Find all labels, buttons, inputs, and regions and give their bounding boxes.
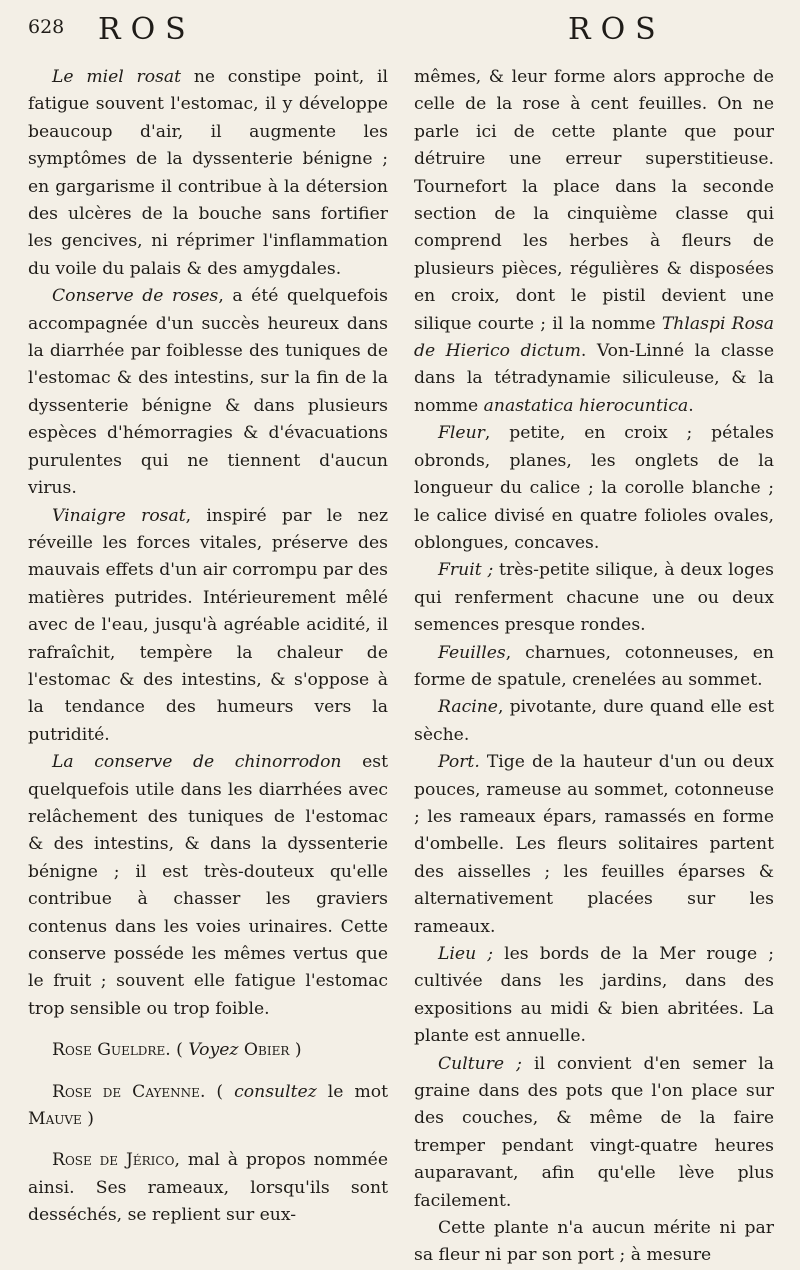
paragraph-fleur: Fleur, petite, en croix ; pétales obronds, planes, les onglets de la longueur du calice ; la corolle blanche ; le calice divisé en quatre folioles ovales, oblongues, concaves. — [414, 423, 774, 553]
paragraph-vinaigre-rosat: Vinaigre rosat, inspiré par le nez réveille les forces vitales, préserve des mauvais effets d'un air corrompu par des matières putrides. Intérieurement mêlé avec de l'eau, jusqu'à agréable acidité, il rafraîchit, tempère la chaleur de l'estomac & des intestins, & s'oppose à la tendance des humeurs vers la putridité. — [28, 505, 389, 745]
left-column — [28, 64, 388, 1230]
term: Vinaigre rosat — [52, 505, 186, 526]
paragraph-fruit: Fruit ; très-petite silique, à deux loges qui renferment chacune une ou deux semences presque rondes. — [414, 560, 774, 636]
botanical-name: anastatica hierocuntica — [483, 395, 689, 416]
entry-headword: Rose Gueldre. — [52, 1040, 171, 1061]
entry-rose-cayenne: Rose de Cayenne. ( consultez le mot Mauve ) — [28, 1081, 389, 1130]
botanical-name: Thlaspi Rosa de Hierico dictum — [414, 313, 775, 362]
right-column — [414, 64, 774, 1270]
paragraph-port: Port. Tige de la hauteur d'un ou deux pouces, rameuse au sommet, cotonneuse ; les rameaux épars, ramassés en forme d'ombelle. Les fleurs solitaires partent des aisselles ; les feuilles éparses & alternativement placées sur les rameaux. — [414, 752, 774, 937]
paragraph-feuilles: Feuilles, charnues, cotonneuses, en forme de spatule, crenelées au sommet. — [414, 642, 774, 690]
paragraph-racine: Racine, pivotante, dure quand elle est sèche. — [414, 697, 774, 745]
term: Racine — [438, 697, 498, 718]
page-header — [28, 8, 772, 58]
entry-headword: Rose de Cayenne. — [52, 1081, 206, 1102]
term: Conserve de roses — [52, 286, 219, 307]
running-head-right: ROS — [568, 12, 666, 47]
term: Port. — [438, 752, 480, 773]
paragraph-jerico-continued: mêmes, & leur forme alors approche de celle de la rose à cent feuilles. On ne parle ici de cette plante que pour détruire une erreur superstitieuse. Tournefort la place dans la seconde section de la cinquième classe qui comprend les herbes à fleurs de plusieurs pièces, régulières & disposées en croix, dont le pistil devient une silique courte ; il la nomme Thlaspi Rosa de Hierico dictum. Von-Linné la classe dans la tétradynamie siliculeuse, & la nomme anastatica hierocuntica. — [414, 67, 775, 416]
term: La conserve de chinorrodon — [52, 752, 342, 773]
term: Fleur — [438, 423, 485, 444]
cross-reference: Obier — [238, 1040, 290, 1061]
term: Le miel rosat — [52, 67, 182, 87]
paragraph-miel-rosat: Le miel rosat ne constipe point, il fatigue souvent l'estomac, il y développe beaucoup d'air, il augmente les symptômes de la dyssenterie bénigne ; en gargarisme il contribue à la détersion des ulcères de la bouche sans fortifier les gencives, ni réprimer l'inflammation du voile du palais & des amygdales. — [28, 67, 388, 279]
entry-rose-jerico: Rose de Jérico, mal à propos nommée ainsi. Ses rameaux, lorsqu'ils sont desséchés, se replient sur eux- — [28, 1150, 389, 1226]
entry-rose-gueldre: Rose Gueldre. ( Voyez Obier ) — [52, 1040, 302, 1061]
term: Fruit ; — [438, 560, 494, 581]
paragraph-conserve-chinorrodon: La conserve de chinorrodon est quelquefois utile dans les diarrhées avec relâchement des tuniques de l'estomac & des intestins, & dans la dyssenterie bénigne ; il est très-douteux qu'elle contribue à chasser les graviers contenus dans les voies urinaires. Cette conserve posséde les mêmes vertus que le fruit ; souvent elle fatigue l'estomac trop sensible ou trop foible. — [28, 752, 388, 1019]
paragraph-conserve-roses: Conserve de roses, a été quelquefois accompagnée d'un succès heureux dans la diarrhée par foiblesse des tuniques de l'estomac & des intestins, sur la fin de la dyssenterie bénigne & dans plusieurs espèces d'hémorragies & d'évacuations purulentes qui ne tiennent d'aucun virus. — [28, 286, 388, 499]
paragraph-lieu: Lieu ; les bords de la Mer rouge ; cultivée dans les jardins, dans des expositions au midi & bien abritées. La plante est annuelle. — [414, 944, 775, 1047]
paragraph-culture: Culture ; il convient d'en semer la graine dans des pots que l'on place sur des couches, & même de la faire tremper pendant vingt-quatre heures auparavant, afin qu'elle lève plus facilement. — [414, 1053, 774, 1211]
cross-reference: Mauve — [28, 1109, 82, 1130]
term: Lieu ; — [438, 944, 494, 964]
running-head-left: ROS — [98, 12, 196, 47]
term: Culture ; — [438, 1053, 522, 1074]
term: Feuilles — [438, 642, 506, 663]
page-number: 628 — [28, 16, 65, 38]
entry-headword: Rose de Jérico — [52, 1150, 175, 1171]
paragraph-merite: Cette plante n'a aucun mérite ni par sa fleur ni par son port ; à mesure — [414, 1218, 774, 1266]
